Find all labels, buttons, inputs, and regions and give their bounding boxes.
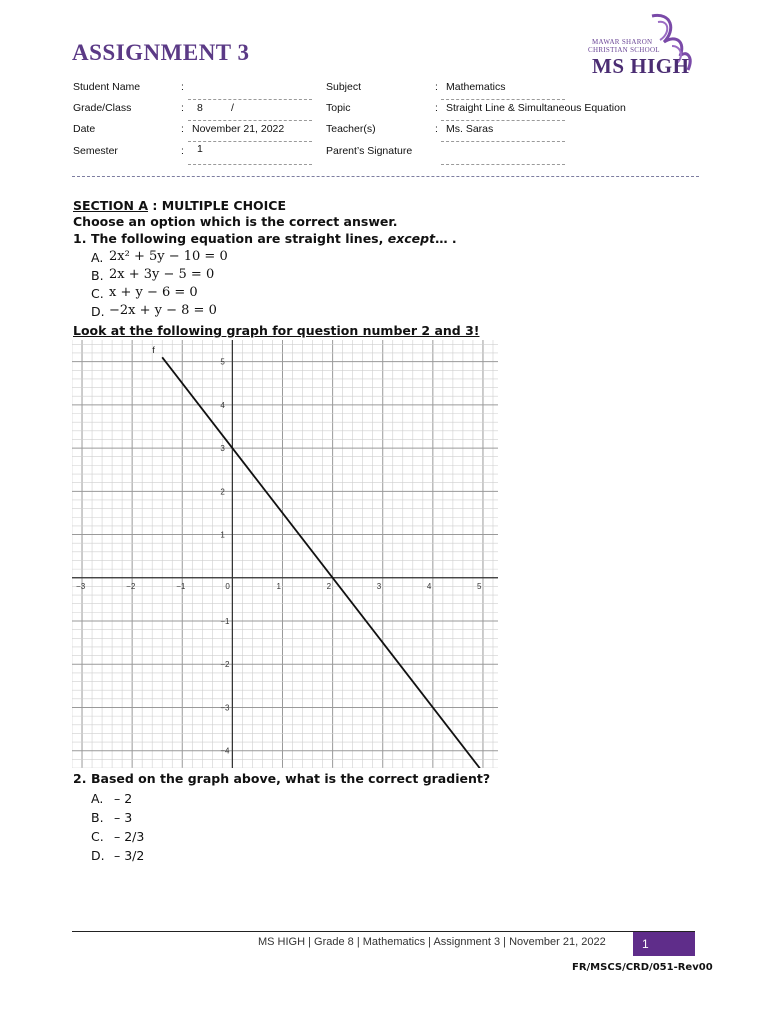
q2-option-letter: D. <box>91 848 105 863</box>
topic-field[interactable] <box>441 120 565 121</box>
q2-option-b[interactable]: – 3 <box>114 810 133 825</box>
q1-text-tail: … . <box>435 231 457 246</box>
school-logo <box>590 12 700 80</box>
page-title: ASSIGNMENT 3 <box>72 40 250 65</box>
logo-line-2: CHRISTIAN SCHOOL <box>588 46 660 54</box>
x-tick-label: −1 <box>176 581 186 591</box>
teacher-value: Ms. Saras <box>446 123 494 135</box>
line-graph <box>72 340 498 768</box>
q2-option-d[interactable]: – 3/2 <box>114 848 145 863</box>
logo-line-1: MAWAR SHARON <box>592 38 653 46</box>
q1-option-d[interactable]: −2x + y − 8 = 0 <box>109 303 217 318</box>
student-name-field[interactable] <box>188 99 312 100</box>
q1-option-letter: B. <box>91 268 104 283</box>
page-number: 1 <box>642 937 649 951</box>
y-tick-label: 2 <box>220 487 225 497</box>
x-tick-label: 2 <box>326 581 332 591</box>
q2-option-letter: B. <box>91 810 104 825</box>
x-tick-label: −2 <box>126 581 136 591</box>
grade-slash: / <box>231 102 234 114</box>
q1-option-letter: C. <box>91 286 104 301</box>
q1-option-letter: D. <box>91 304 105 319</box>
colon: : <box>181 81 184 93</box>
footer-text: MS HIGH | Grade 8 | Mathematics | Assignment 3 | November 21, 2022 <box>258 936 606 948</box>
grade-value: 8 <box>197 102 203 114</box>
colon: : <box>435 81 438 93</box>
student-name-label: Student Name <box>73 81 141 93</box>
topic-label: Topic <box>326 102 351 114</box>
colon: : <box>435 123 438 135</box>
q2-option-a[interactable]: – 2 <box>114 791 133 806</box>
section-heading-label: SECTION A <box>73 198 149 213</box>
y-tick-label: −3 <box>220 703 230 713</box>
colon: : <box>181 145 184 157</box>
q2-option-letter: A. <box>91 791 104 806</box>
q1-number: 1. <box>73 231 87 246</box>
q1-option-b[interactable]: 2x + 3y − 5 = 0 <box>109 267 215 282</box>
parent-signature-label: Parent’s Signature <box>326 145 413 157</box>
date-field[interactable] <box>188 141 312 142</box>
logo-name: MS HIGH <box>592 54 690 78</box>
x-tick-label: 4 <box>426 581 432 591</box>
date-label: Date <box>73 123 96 135</box>
q1-option-letter: A. <box>91 250 104 265</box>
parent-signature-field[interactable] <box>441 164 565 165</box>
q2-option-letter: C. <box>91 829 104 844</box>
footer-divider <box>72 931 695 932</box>
graph-note: Look at the following graph for question number 2 and 3! <box>73 323 480 338</box>
date-value: November 21, 2022 <box>192 123 285 135</box>
teacher-label: Teacher(s) <box>326 123 376 135</box>
section-heading <box>73 198 286 213</box>
subject-label: Subject <box>326 81 362 93</box>
x-tick-label: −3 <box>76 581 86 591</box>
document-code: FR/MSCS/CRD/051-Rev00 <box>572 962 713 973</box>
x-tick-label: 0 <box>225 581 230 591</box>
q1-option-c[interactable]: x + y − 6 = 0 <box>109 285 198 300</box>
teacher-field[interactable] <box>441 141 565 142</box>
grade-field[interactable] <box>188 120 312 121</box>
q1-text-main: The following equation are straight lines, <box>91 231 388 246</box>
colon: : <box>435 102 438 114</box>
topic-value: Straight Line & Simultaneous Equation <box>446 102 626 114</box>
y-tick-label: −1 <box>220 617 230 627</box>
semester-value: 1 <box>197 143 203 155</box>
section-instruction: Choose an option which is the correct answer. <box>73 214 398 229</box>
y-tick-label: −4 <box>220 746 230 756</box>
y-tick-label: −2 <box>220 660 230 670</box>
page-number-box <box>633 932 695 956</box>
y-tick-label: 3 <box>220 444 225 454</box>
y-tick-label: 5 <box>220 357 225 367</box>
y-tick-label: 4 <box>220 400 225 410</box>
section-heading-rest: : MULTIPLE CHOICE <box>148 198 287 213</box>
q1-option-a[interactable]: 2x² + 5y − 10 = 0 <box>109 249 228 264</box>
q2-option-c[interactable]: – 2/3 <box>114 829 145 844</box>
x-tick-label: 1 <box>276 581 281 591</box>
semester-label: Semester <box>73 145 118 157</box>
semester-field[interactable] <box>188 164 312 165</box>
header-divider <box>72 176 699 177</box>
q2-number: 2. <box>73 771 87 786</box>
grade-label: Grade/Class <box>73 102 132 114</box>
y-tick-label: 1 <box>220 530 225 540</box>
q1-text-emph: except <box>387 231 436 246</box>
subject-value: Mathematics <box>446 81 506 93</box>
colon: : <box>181 102 184 114</box>
colon: : <box>181 123 184 135</box>
q2-text: Based on the graph above, what is the correct gradient? <box>91 771 491 786</box>
subject-field[interactable] <box>441 99 565 100</box>
q1-text <box>91 231 457 246</box>
x-tick-label: 3 <box>376 581 382 591</box>
function-label: f <box>152 344 155 355</box>
x-tick-label: 5 <box>476 581 482 591</box>
